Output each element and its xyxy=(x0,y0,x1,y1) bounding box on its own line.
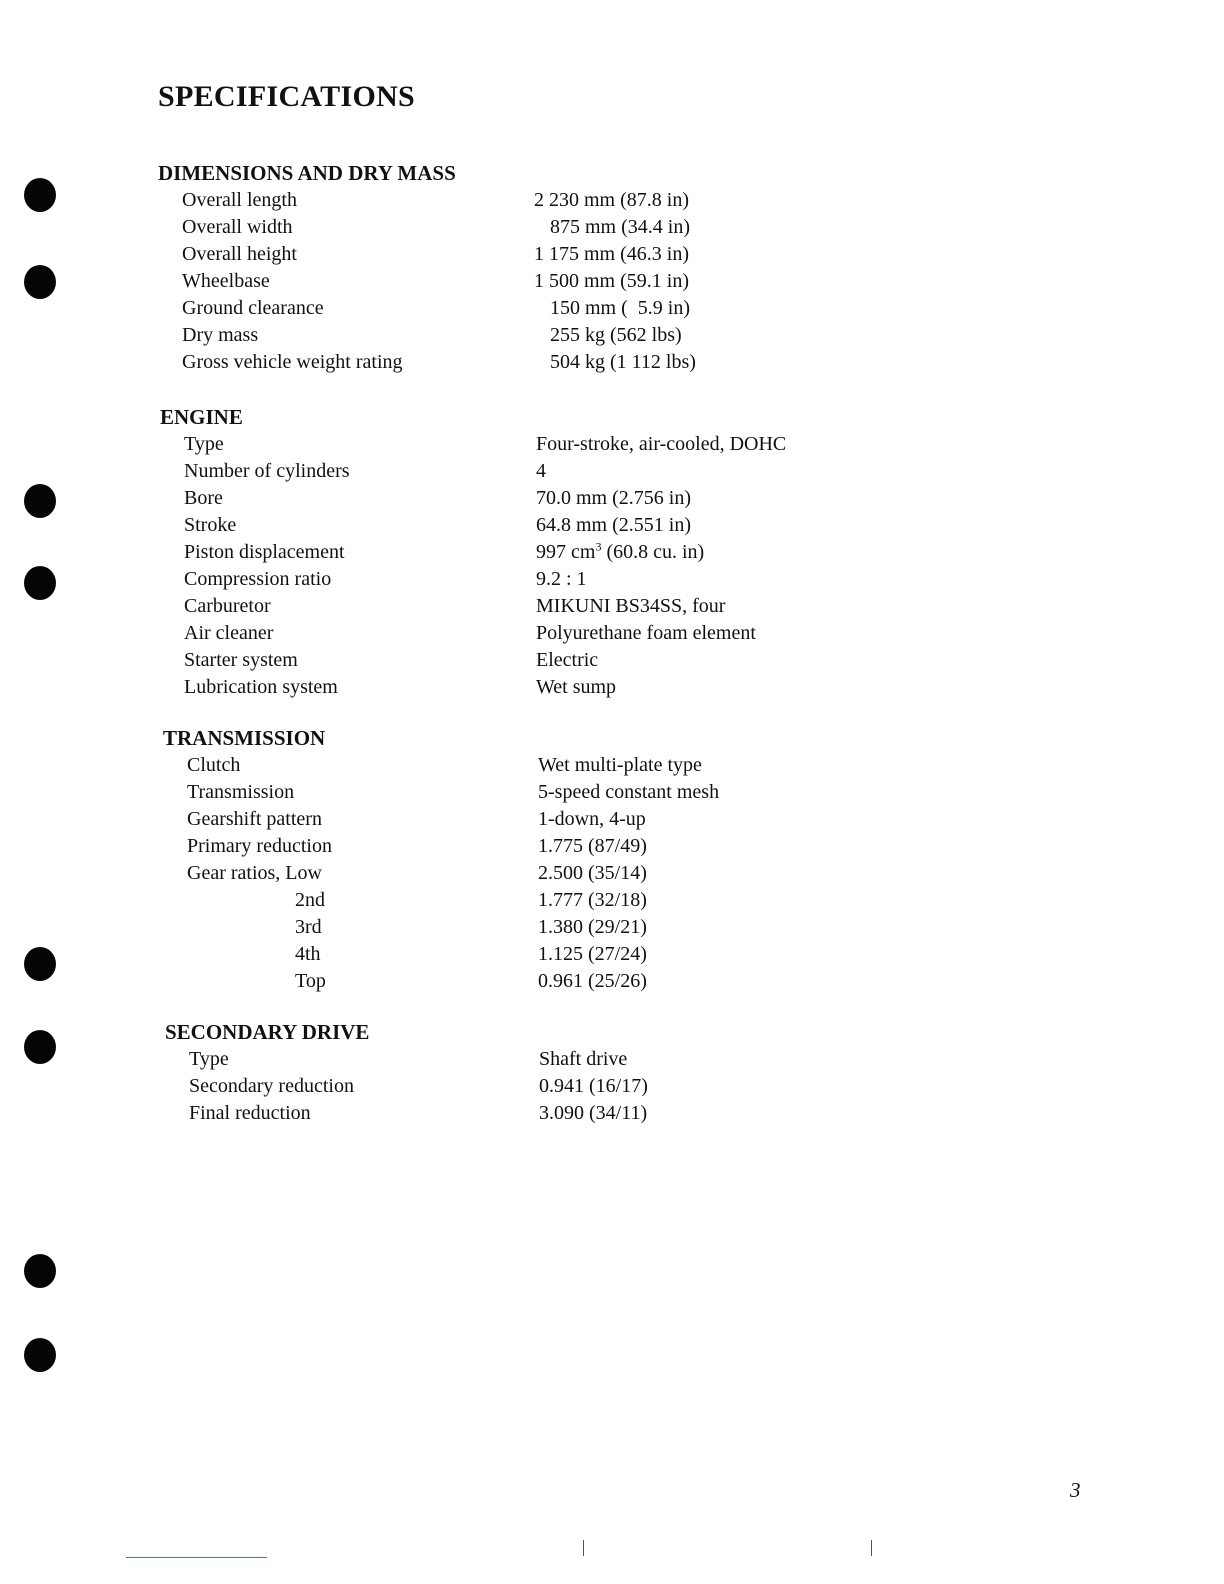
spec-row xyxy=(160,647,860,674)
spec-row xyxy=(160,458,860,485)
spec-row xyxy=(163,860,863,887)
spec-value: 2.500 (35/14) xyxy=(538,862,647,884)
spec-label: Overall length xyxy=(182,189,297,211)
spec-value: Polyurethane foam element xyxy=(536,622,756,644)
spec-row xyxy=(165,1073,865,1100)
spec-row xyxy=(160,431,860,458)
spec-row xyxy=(163,887,863,914)
spec-label: Primary reduction xyxy=(187,835,332,857)
spec-row xyxy=(163,833,863,860)
spec-label: Carburetor xyxy=(184,595,271,617)
spec-row xyxy=(163,779,863,806)
spec-value: Wet sump xyxy=(536,676,617,698)
spec-label: Stroke xyxy=(184,514,237,536)
spec-row xyxy=(160,539,860,566)
spec-value xyxy=(536,539,704,566)
section-heading: ENGINE xyxy=(160,405,243,429)
superscript: 3 xyxy=(595,539,602,554)
spec-value: 1.125 (27/24) xyxy=(538,943,647,965)
spec-value: 875 mm (34.4 in) xyxy=(550,216,690,238)
spec-value: 70.0 mm (2.756 in) xyxy=(536,487,691,509)
spec-row xyxy=(160,566,860,593)
spec-value: 4 xyxy=(536,460,546,482)
spec-value-suffix: (60.8 cu. in) xyxy=(601,541,705,563)
punch-hole xyxy=(24,484,56,518)
spec-value: 3.090 (34/11) xyxy=(539,1102,648,1124)
spec-value: 1-down, 4-up xyxy=(538,808,646,830)
spec-label: Starter system xyxy=(184,649,298,671)
spec-label: Gear ratios, Low xyxy=(187,862,322,884)
spec-label: Transmission xyxy=(187,781,295,803)
spec-value: 9.2 : 1 xyxy=(536,568,587,590)
spec-label: Overall height xyxy=(182,243,297,265)
spec-label: Type xyxy=(189,1048,229,1070)
spec-row xyxy=(165,1046,865,1073)
spec-value: Wet multi-plate type xyxy=(538,754,702,776)
spec-row xyxy=(160,512,860,539)
spec-row xyxy=(163,806,863,833)
spec-row xyxy=(163,752,863,779)
spec-value: Shaft drive xyxy=(539,1048,628,1070)
spec-value: 1.775 (87/49) xyxy=(538,835,647,857)
punch-hole xyxy=(24,1254,56,1288)
spec-row xyxy=(163,968,863,995)
footer-rule xyxy=(126,1557,267,1558)
spec-value: 5-speed constant mesh xyxy=(538,781,720,803)
punch-hole xyxy=(24,566,56,600)
spec-value: 1.380 (29/21) xyxy=(538,916,647,938)
spec-label: Top xyxy=(295,970,326,992)
tick-mark xyxy=(871,1540,872,1556)
spec-label: Clutch xyxy=(187,754,241,776)
spec-row xyxy=(160,674,860,701)
spec-value: 1 175 mm (46.3 in) xyxy=(534,243,689,265)
spec-label: 4th xyxy=(295,943,321,965)
spec-row xyxy=(163,914,863,941)
punch-hole xyxy=(24,1338,56,1372)
spec-label: Piston displacement xyxy=(184,541,345,563)
spec-row xyxy=(158,187,858,214)
punch-hole xyxy=(24,947,56,981)
spec-value: 1 500 mm (59.1 in) xyxy=(534,270,689,292)
section-heading: TRANSMISSION xyxy=(163,726,326,750)
spec-label: Final reduction xyxy=(189,1102,311,1124)
section-engine xyxy=(160,404,860,701)
spec-value: 255 kg (562 lbs) xyxy=(550,324,682,346)
spec-label: Secondary reduction xyxy=(189,1075,354,1097)
spec-row xyxy=(160,593,860,620)
spec-label: Air cleaner xyxy=(184,622,274,644)
spec-label: Gearshift pattern xyxy=(187,808,322,830)
spec-label: Gross vehicle weight rating xyxy=(182,351,403,373)
spec-label: Compression ratio xyxy=(184,568,332,590)
spec-value: 0.961 (25/26) xyxy=(538,970,647,992)
spec-row xyxy=(158,295,858,322)
section-secondary-drive xyxy=(165,1019,865,1127)
spec-row xyxy=(158,268,858,295)
punch-hole xyxy=(24,265,56,299)
spec-value: 1.777 (32/18) xyxy=(538,889,647,911)
spec-label: 3rd xyxy=(295,916,322,938)
spec-row xyxy=(158,349,858,376)
spec-row xyxy=(160,485,860,512)
spec-row xyxy=(163,941,863,968)
spec-value: 2 230 mm (87.8 in) xyxy=(534,189,689,211)
page-title: SPECIFICATIONS xyxy=(158,80,416,113)
spec-label: Type xyxy=(184,433,224,455)
page-number: 3 xyxy=(1070,1478,1081,1502)
spec-row xyxy=(158,322,858,349)
spec-value: Four-stroke, air-cooled, DOHC xyxy=(536,433,787,455)
spec-label: Ground clearance xyxy=(182,297,324,319)
spec-row xyxy=(160,620,860,647)
spec-value: Electric xyxy=(536,649,599,671)
section-heading: SECONDARY DRIVE xyxy=(165,1020,370,1044)
spec-label: Overall width xyxy=(182,216,293,238)
spec-label: Wheelbase xyxy=(182,270,270,292)
spec-label: Dry mass xyxy=(182,324,259,346)
punch-hole xyxy=(24,1030,56,1064)
spec-value: 0.941 (16/17) xyxy=(539,1075,648,1097)
spec-value: 150 mm ( 5.9 in) xyxy=(550,297,690,319)
spec-label: Bore xyxy=(184,487,223,509)
section-transmission xyxy=(163,725,863,995)
tick-mark xyxy=(583,1540,584,1556)
spec-label: Number of cylinders xyxy=(184,460,350,482)
spec-row xyxy=(158,241,858,268)
spec-value: 504 kg (1 112 lbs) xyxy=(550,351,696,373)
spec-row xyxy=(158,214,858,241)
section-heading: DIMENSIONS AND DRY MASS xyxy=(158,161,456,185)
spec-value: 64.8 mm (2.551 in) xyxy=(536,514,691,536)
spec-value: MIKUNI BS34SS, four xyxy=(536,595,726,617)
spec-label: Lubrication system xyxy=(184,676,338,698)
spec-label: 2nd xyxy=(295,889,325,911)
punch-hole xyxy=(24,178,56,212)
spec-row xyxy=(165,1100,865,1127)
section-dimensions xyxy=(158,160,858,376)
spec-value-main: 997 cm xyxy=(536,541,596,563)
